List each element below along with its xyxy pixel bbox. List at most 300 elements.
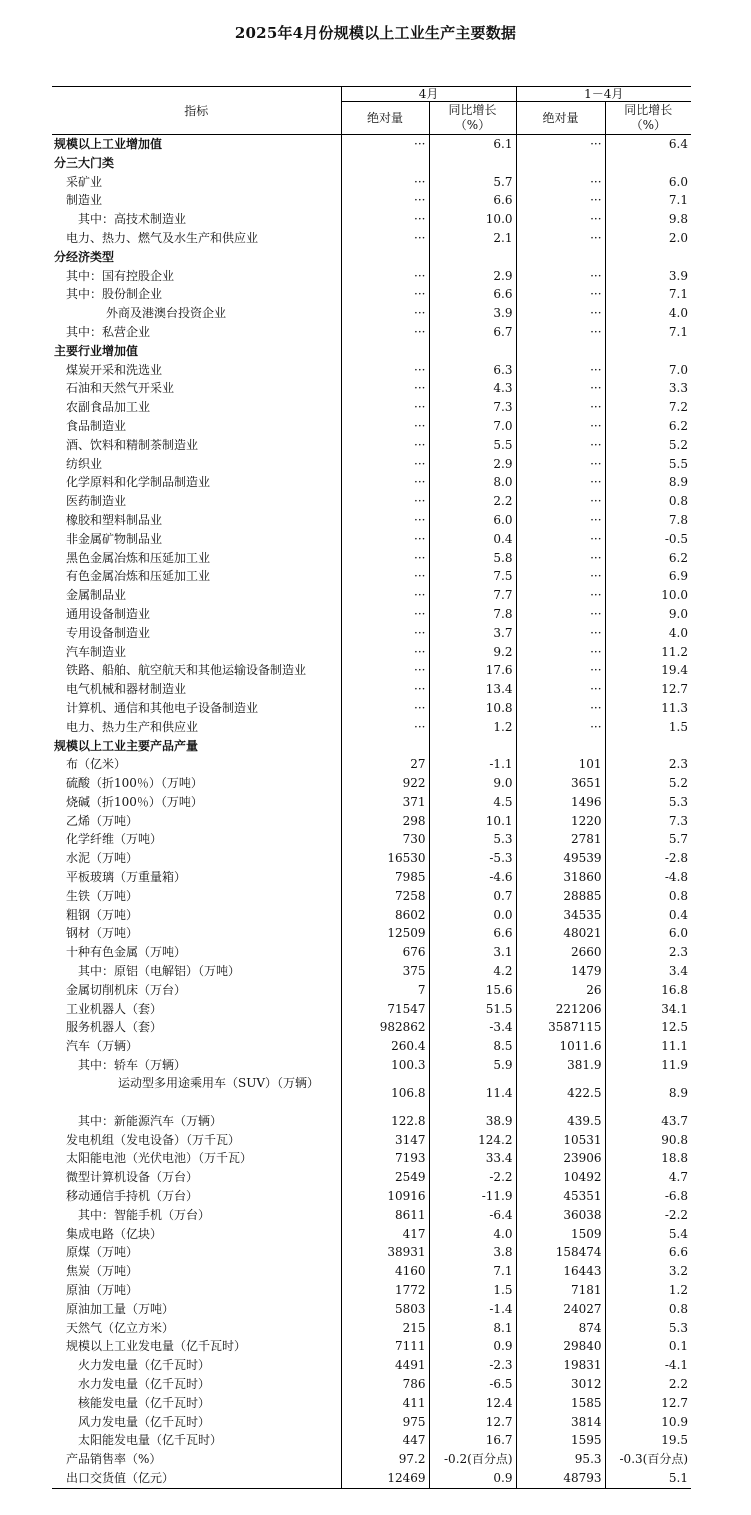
ytd-absolute-cell: ··· [516,323,605,342]
month-absolute-cell: 922 [341,774,429,793]
table-row [52,830,691,849]
month-growth-cell: -2.3 [429,1356,516,1375]
row-label: 集成电路（亿块） [66,1226,163,1241]
ytd-absolute-cell: ··· [516,210,605,229]
month-growth-cell: -11.9 [429,1187,516,1206]
ytd-absolute-cell: 26 [516,981,605,1000]
table-row [52,1262,691,1281]
row-label: 电力、热力生产和供应业 [66,719,199,734]
ytd-absolute-cell: ··· [516,680,605,699]
ytd-growth-cell: 7.8 [605,511,691,530]
month-absolute-cell: 260.4 [341,1037,429,1056]
ytd-absolute-cell: 1595 [516,1431,605,1450]
ytd-absolute-cell: ··· [516,605,605,624]
ytd-absolute-cell: 2660 [516,943,605,962]
row-label: 医药制造业 [66,494,127,509]
table-row [52,737,691,756]
ytd-absolute-cell: 19831 [516,1356,605,1375]
table-row [52,248,691,267]
ytd-growth-cell: 3.3 [605,379,691,398]
month-growth-cell [429,248,516,267]
row-label: 硫酸（折100％）（万吨） [66,776,203,791]
table-row [52,812,691,831]
row-label: 其中：股份制企业 [66,287,163,302]
month-absolute-cell: 12469 [341,1469,429,1488]
row-label: 农副食品加工业 [66,400,151,415]
ytd-growth-cell: 7.1 [605,285,691,304]
row-label: 外商及港澳台投资企业 [106,306,227,321]
ytd-growth-cell: 7.1 [605,191,691,210]
row-label: 原煤（万吨） [66,1245,139,1260]
row-label: 分三大门类 [54,155,115,170]
row-label: 天然气（亿立方米） [66,1320,175,1335]
table-row [52,1037,691,1056]
row-label: 化学纤维（万吨） [66,832,163,847]
row-label: 生铁（万吨） [66,888,139,903]
row-label: 其中：私营企业 [66,324,151,339]
month-absolute-cell: ··· [341,492,429,511]
row-label: 太阳能电池（光伏电池）（万千瓦） [66,1151,253,1166]
month-growth-cell: 7.3 [429,398,516,417]
month-absolute-cell: 3147 [341,1131,429,1150]
month-growth-cell: 9.0 [429,774,516,793]
table-row [52,661,691,680]
ytd-absolute-cell: 874 [516,1319,605,1338]
ytd-absolute-cell [516,248,605,267]
ytd-absolute-cell: 23906 [516,1149,605,1168]
ytd-growth-cell: 11.1 [605,1037,691,1056]
ytd-growth-cell: -0.5 [605,530,691,549]
month-group-header: 4月 [341,87,516,102]
row-label: 主要行业增加值 [54,343,139,358]
table-row [52,643,691,662]
month-absolute-cell: 786 [341,1375,429,1394]
ytd-absolute-cell: 10492 [516,1168,605,1187]
row-label: 规模以上工业增加值 [54,137,163,151]
month-absolute-cell: 8611 [341,1206,429,1225]
month-growth-cell: 15.6 [429,981,516,1000]
ytd-absolute-cell: ··· [516,661,605,680]
month-absolute-cell: 676 [341,943,429,962]
ytd-absolute-cell: 439.5 [516,1112,605,1131]
month-absolute-cell: ··· [341,624,429,643]
ytd-absolute-cell: 1496 [516,793,605,812]
row-label: 其中：新能源汽车（万辆） [78,1113,223,1128]
ytd-growth-cell: 2.3 [605,755,691,774]
month-growth-cell: 5.9 [429,1056,516,1075]
ytd-growth-cell [605,154,691,173]
ytd-absolute-cell: 28885 [516,887,605,906]
row-label: 煤炭开采和洗选业 [66,362,163,377]
ytd-growth-cell: 9.8 [605,210,691,229]
ytd-absolute-cell: ··· [516,643,605,662]
ytd-absolute-cell: 3587115 [516,1018,605,1037]
ytd-absolute-cell: ··· [516,586,605,605]
table-row [52,924,691,943]
month-growth-cell: 7.8 [429,605,516,624]
ytd-absolute-cell: 45351 [516,1187,605,1206]
month-absolute-cell: 447 [341,1431,429,1450]
ytd-absolute-cell: ··· [516,455,605,474]
ytd-growth-cell: -2.8 [605,849,691,868]
row-label: 火力发电量（亿千瓦时） [78,1358,211,1373]
table-row [52,1149,691,1168]
ytd-growth-cell: 5.1 [605,1469,691,1488]
ytd-growth-cell: 5.5 [605,455,691,474]
row-label: 电力、热力、燃气及水生产和供应业 [66,230,259,245]
ytd-growth-cell: 6.4 [605,135,691,154]
month-absolute-cell: 371 [341,793,429,812]
month-absolute-cell: ··· [341,229,429,248]
month-absolute-cell: 7258 [341,887,429,906]
ytd-growth-cell: 0.8 [605,492,691,511]
month-absolute-cell: ··· [341,436,429,455]
month-absolute-cell: ··· [341,605,429,624]
ytd-growth-cell: 5.7 [605,830,691,849]
ytd-absolute-cell: ··· [516,473,605,492]
month-growth-cell: 6.6 [429,924,516,943]
ytd-growth-header: 同比增长 （%） [605,102,691,135]
ytd-absolute-cell: ··· [516,718,605,737]
table-row [52,173,691,192]
month-absolute-cell: 417 [341,1225,429,1244]
table-row [52,849,691,868]
table-row [52,492,691,511]
ytd-growth-cell: 4.0 [605,304,691,323]
month-absolute-cell: ··· [341,173,429,192]
table-row [52,417,691,436]
ytd-absolute-cell: 34535 [516,906,605,925]
month-growth-cell: -4.6 [429,868,516,887]
month-absolute-cell: 730 [341,830,429,849]
ytd-growth-cell: 3.4 [605,962,691,981]
ytd-growth-cell: -4.1 [605,1356,691,1375]
table-row [52,511,691,530]
row-label: 化学原料和化学制品制造业 [66,475,211,490]
ytd-growth-cell: 34.1 [605,1000,691,1019]
month-growth-cell: 10.0 [429,210,516,229]
row-label: 移动通信手持机（万台） [66,1189,199,1204]
month-absolute-cell [341,248,429,267]
month-growth-cell: 2.9 [429,267,516,286]
ytd-growth-cell [605,248,691,267]
month-absolute-cell: 16530 [341,849,429,868]
table-row [52,1131,691,1150]
ytd-absolute-cell: ··· [516,398,605,417]
table-row [52,605,691,624]
month-absolute-cell: 106.8 [341,1075,429,1112]
ytd-growth-cell: 10.9 [605,1413,691,1432]
month-absolute-cell: ··· [341,191,429,210]
ytd-growth-cell: 12.7 [605,680,691,699]
ytd-growth-cell: 1.5 [605,718,691,737]
ytd-absolute-cell [516,154,605,173]
ytd-growth-cell: 19.4 [605,661,691,680]
table-row [52,680,691,699]
ytd-absolute-cell: 36038 [516,1206,605,1225]
table-row [52,906,691,925]
month-growth-cell: 5.8 [429,549,516,568]
month-absolute-cell: ··· [341,567,429,586]
table-row [52,1243,691,1262]
month-growth-cell: -3.4 [429,1018,516,1037]
month-growth-cell: 5.5 [429,436,516,455]
indicator-header: 指标 [52,87,341,135]
month-absolute-cell: 8602 [341,906,429,925]
month-growth-cell: -0.2(百分点) [429,1450,516,1469]
ytd-absolute-cell: 1585 [516,1394,605,1413]
ytd-absolute-cell: 221206 [516,1000,605,1019]
ytd-absolute-cell: 48021 [516,924,605,943]
ytd-absolute-cell: 1509 [516,1225,605,1244]
month-growth-cell [429,737,516,756]
month-absolute-cell: ··· [341,511,429,530]
ytd-growth-cell: 1.2 [605,1281,691,1300]
month-growth-cell: 0.9 [429,1337,516,1356]
ytd-growth-cell: 11.3 [605,699,691,718]
row-label: 酒、饮料和精制茶制造业 [66,437,199,452]
ytd-absolute-cell: 3012 [516,1375,605,1394]
ytd-absolute-cell: ··· [516,511,605,530]
ytd-absolute-cell: ··· [516,699,605,718]
month-growth-cell: 6.0 [429,511,516,530]
ytd-absolute-cell: 10531 [516,1131,605,1150]
table-row [52,379,691,398]
row-label: 运动型多用途乘用车（SUV）（万辆） [118,1075,320,1090]
table-row [52,323,691,342]
page-title: 2025年4月份规模以上工业生产主要数据 [234,24,517,42]
row-label: 汽车制造业 [66,644,127,659]
table-row [52,774,691,793]
month-growth-cell: 0.0 [429,906,516,925]
table-row [52,962,691,981]
ytd-absolute-cell: ··· [516,549,605,568]
month-growth-cell: 2.9 [429,455,516,474]
table-row [52,1431,691,1450]
table-row [52,436,691,455]
ytd-absolute-cell: 31860 [516,868,605,887]
month-absolute-cell: 375 [341,962,429,981]
row-label: 石油和天然气开采业 [66,381,175,396]
table-row [52,1375,691,1394]
ytd-absolute-cell: 29840 [516,1337,605,1356]
month-growth-cell: 51.5 [429,1000,516,1019]
table-row [52,135,691,154]
ytd-absolute-cell [516,737,605,756]
table-row [52,1018,691,1037]
month-absolute-cell: 71547 [341,1000,429,1019]
month-absolute-cell: 97.2 [341,1450,429,1469]
month-absolute-cell: ··· [341,285,429,304]
month-absolute-cell: ··· [341,473,429,492]
table-row [52,887,691,906]
month-absolute-cell: 7111 [341,1337,429,1356]
month-growth-cell: -2.2 [429,1168,516,1187]
table-row [52,530,691,549]
table-row [52,1281,691,1300]
month-absolute-cell: ··· [341,304,429,323]
table-row [52,304,691,323]
month-absolute-cell [341,154,429,173]
month-growth-cell: 13.4 [429,680,516,699]
month-growth-cell: 0.7 [429,887,516,906]
ytd-absolute-cell: 16443 [516,1262,605,1281]
table-row [52,793,691,812]
month-growth-cell: 4.2 [429,962,516,981]
row-label: 出口交货值（亿元） [52,1469,341,1488]
ytd-growth-cell: 2.3 [605,943,691,962]
month-growth-cell: 16.7 [429,1431,516,1450]
ytd-growth-cell: 43.7 [605,1112,691,1131]
month-growth-cell: 5.3 [429,830,516,849]
ytd-growth-cell: 12.7 [605,1394,691,1413]
row-label: 核能发电量（亿千瓦时） [78,1395,211,1410]
ytd-growth-cell: 19.5 [605,1431,691,1450]
ytd-absolute-cell: 422.5 [516,1075,605,1112]
table-row [52,285,691,304]
row-label: 布（亿米） [66,757,127,772]
month-absolute-cell: 215 [341,1319,429,1338]
month-growth-cell: -5.3 [429,849,516,868]
ytd-absolute-cell: ··· [516,191,605,210]
ytd-absolute-cell: 24027 [516,1300,605,1319]
month-growth-cell: 8.1 [429,1319,516,1338]
month-absolute-cell: ··· [341,718,429,737]
table-row [52,1337,691,1356]
ytd-growth-cell: 8.9 [605,1075,691,1112]
table-header [52,87,691,135]
ytd-absolute-cell: 381.9 [516,1056,605,1075]
ytd-growth-cell: 6.9 [605,567,691,586]
ytd-growth-cell: 7.0 [605,361,691,380]
month-absolute-cell: ··· [341,379,429,398]
month-growth-cell: 4.3 [429,379,516,398]
row-label: 其中：原铝（电解铝）（万吨） [78,964,241,979]
row-label: 其中：轿车（万辆） [78,1058,187,1073]
month-absolute-cell: ··· [341,643,429,662]
ytd-absolute-cell: ··· [516,267,605,286]
row-label: 太阳能发电量（亿千瓦时） [78,1433,223,1448]
month-growth-cell: 12.7 [429,1413,516,1432]
row-label: 其中：国有控股企业 [66,268,175,283]
month-absolute-cell: 7 [341,981,429,1000]
month-absolute-cell: ··· [341,210,429,229]
ytd-absolute-header: 绝对量 [516,102,605,135]
month-growth-header: 同比增长 （%） [429,102,516,135]
month-absolute-cell: ··· [341,549,429,568]
ytd-growth-cell: -6.8 [605,1187,691,1206]
table-row [52,1356,691,1375]
ytd-absolute-cell: ··· [516,379,605,398]
month-growth-cell: 6.1 [429,135,516,154]
table-row [52,1000,691,1019]
row-label: 其中：智能手机（万台） [78,1207,211,1222]
month-growth-cell: 2.2 [429,492,516,511]
ytd-absolute-cell: 1479 [516,962,605,981]
table-row [52,699,691,718]
table-row [52,473,691,492]
ytd-absolute-cell: 1011.6 [516,1037,605,1056]
month-growth-cell: 3.8 [429,1243,516,1262]
month-growth-cell: -1.4 [429,1300,516,1319]
month-growth-cell: 6.7 [429,323,516,342]
row-label: 原油加工量（万吨） [66,1301,175,1316]
table-row [52,981,691,1000]
month-absolute-cell: 982862 [341,1018,429,1037]
table-row [52,1300,691,1319]
month-growth-cell: 3.1 [429,943,516,962]
ytd-group-header: 1－4月 [516,87,691,102]
table-row [52,1206,691,1225]
table-row [52,1413,691,1432]
month-growth-cell: 124.2 [429,1131,516,1150]
ytd-growth-cell: 6.0 [605,173,691,192]
ytd-growth-cell: 2.2 [605,1375,691,1394]
row-label: 工业机器人（套） [66,1001,163,1016]
month-absolute-cell: 10916 [341,1187,429,1206]
table-row [52,943,691,962]
month-absolute-cell: ··· [341,361,429,380]
ytd-absolute-cell: ··· [516,229,605,248]
month-absolute-cell: 411 [341,1394,429,1413]
ytd-absolute-cell: ··· [516,173,605,192]
table-row [52,229,691,248]
row-label: 规模以上工业发电量（亿千瓦时） [66,1339,247,1354]
ytd-growth-cell: 0.8 [605,1300,691,1319]
table-row [52,1225,691,1244]
ytd-growth-cell: 5.3 [605,793,691,812]
table-row [52,398,691,417]
month-growth-cell: -1.1 [429,755,516,774]
month-absolute-cell: 122.8 [341,1112,429,1131]
month-growth-cell: 7.0 [429,417,516,436]
month-absolute-cell: ··· [341,699,429,718]
ytd-growth-cell: 0.4 [605,906,691,925]
table-row [52,1168,691,1187]
ytd-growth-cell: -0.3(百分点) [605,1450,691,1469]
table-row [52,1450,691,1469]
ytd-growth-cell: 6.6 [605,1243,691,1262]
row-label: 烧碱（折100％）（万吨） [66,794,203,809]
row-label: 水泥（万吨） [66,851,139,866]
month-growth-cell: 17.6 [429,661,516,680]
ytd-absolute-cell: 95.3 [516,1450,605,1469]
ytd-absolute-cell: 3814 [516,1413,605,1432]
table-row [52,1056,691,1075]
table-row [52,567,691,586]
ytd-growth-cell: 2.0 [605,229,691,248]
month-absolute-cell: ··· [341,323,429,342]
row-label: 钢材（万吨） [66,926,139,941]
ytd-absolute-cell: ··· [516,135,605,154]
month-growth-cell: 5.7 [429,173,516,192]
month-growth-cell: 38.9 [429,1112,516,1131]
month-growth-cell: 6.3 [429,361,516,380]
ytd-growth-cell: 7.3 [605,812,691,831]
row-label: 规模以上工业主要产品产量 [54,738,199,753]
ytd-absolute-cell: ··· [516,567,605,586]
row-label: 风力发电量（亿千瓦时） [78,1414,211,1429]
ytd-growth-cell: 4.0 [605,624,691,643]
table-row [52,1469,691,1488]
ytd-absolute-cell: ··· [516,624,605,643]
month-growth-cell: -6.5 [429,1375,516,1394]
table-row [52,1112,691,1131]
ytd-absolute-cell: 158474 [516,1243,605,1262]
ytd-growth-cell [605,737,691,756]
month-growth-cell: 10.8 [429,699,516,718]
month-growth-cell [429,342,516,361]
